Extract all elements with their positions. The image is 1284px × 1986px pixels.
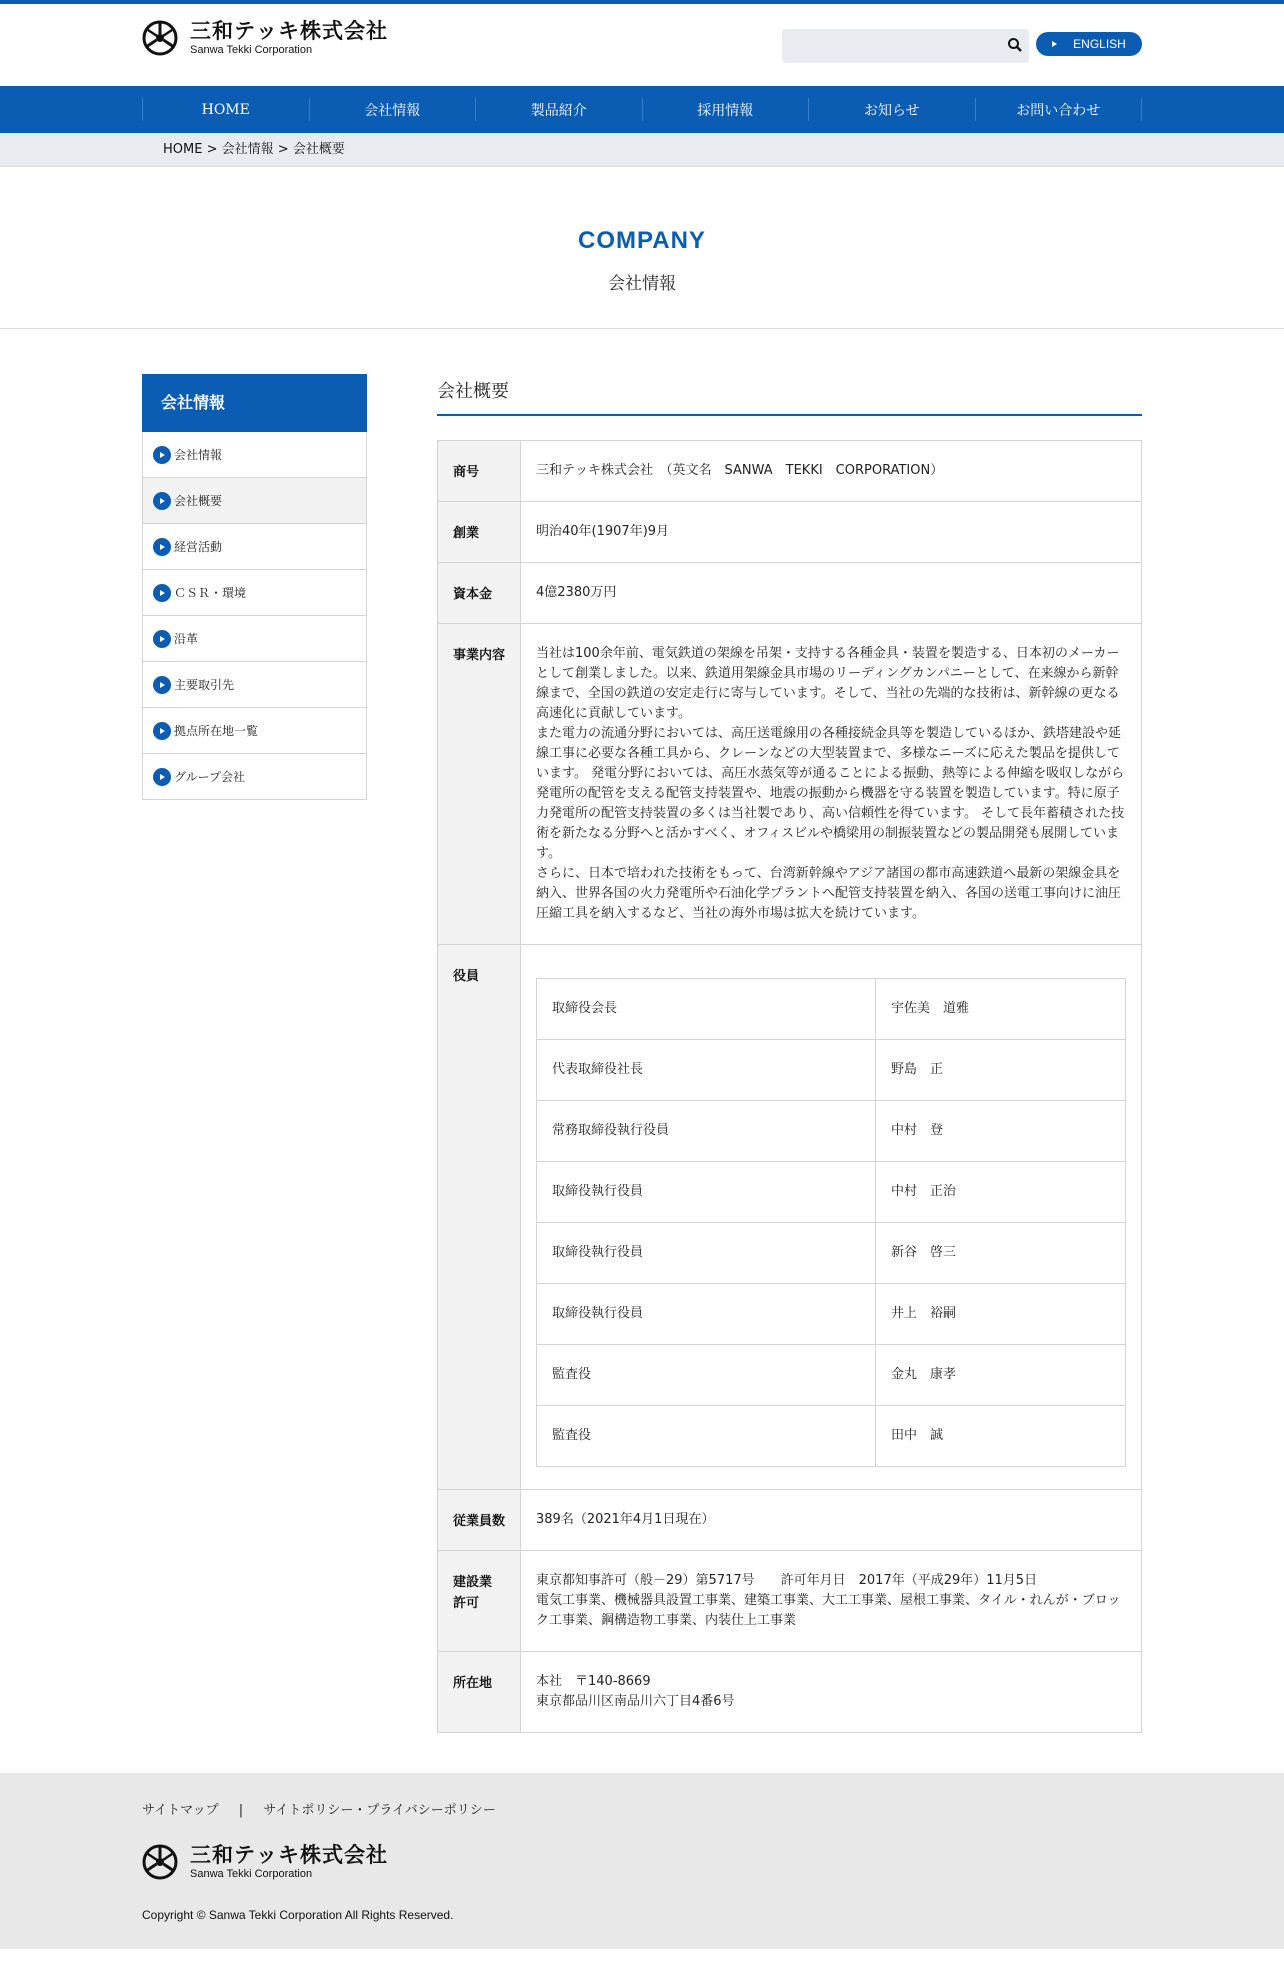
sidebar-item-label: 会社概要 — [174, 494, 223, 508]
nav-home[interactable]: HOME — [142, 98, 309, 121]
company-info-table — [437, 440, 1142, 1733]
sidebar-item-clients[interactable] — [142, 662, 367, 708]
table-row — [438, 563, 1142, 624]
main-content — [0, 329, 1284, 1773]
row-label: 事業内容 — [438, 624, 521, 945]
company-overview — [437, 374, 1142, 1733]
sidebar-item-locations[interactable] — [142, 708, 367, 754]
license-line: 東京都知事許可（般－29）第5717号 許可年月日 2017年（平成29年）11月5日 — [536, 1573, 1038, 1588]
sidebar-heading: 会社情報 — [142, 374, 367, 432]
row-label-line: 建設業 — [453, 1575, 493, 1590]
row-label: 従業員数 — [438, 1490, 521, 1551]
address-line: 本社 〒140-8669 — [536, 1674, 651, 1689]
sidebar-item-label: 拠点所在地一覧 — [174, 724, 259, 738]
arrow-circle-icon — [153, 584, 171, 602]
nav-contact[interactable]: お問い合わせ — [975, 98, 1143, 121]
officer-role: 監査役 — [537, 1406, 876, 1467]
site-header — [0, 4, 1284, 86]
breadcrumb-home[interactable]: HOME — [163, 142, 203, 157]
search-box — [782, 29, 1029, 63]
site-footer — [0, 1773, 1284, 1949]
license-line: 電気工事業、機械器具設置工事業、建築工事業、大工工事業、屋根工事業、タイル・れんが・ブロック工事業、鋼構造物工事業、内装仕上工事業 — [536, 1593, 1121, 1628]
arrow-circle-icon — [153, 446, 171, 464]
officer-row — [537, 979, 1126, 1040]
officer-role: 取締役執行役員 — [537, 1162, 876, 1223]
arrow-circle-icon — [153, 538, 171, 556]
row-value — [521, 1652, 1142, 1733]
arrow-circle-icon — [153, 768, 171, 786]
row-label: 所在地 — [438, 1652, 521, 1733]
logo-english-name: Sanwa Tekki Corporation — [190, 1867, 313, 1880]
sidebar-item-label: 経営活動 — [174, 540, 223, 554]
sidebar-item-group[interactable] — [142, 754, 367, 800]
business-paragraph: さらに、日本で培われた技術をもって、台湾新幹線やアジア諸国の都市高速鉄道へ最新の架線金具を納入、世界各国の火力発電所や石油化学プラントへ配管支持装置を納入、各国の送電工事向けに油圧圧縮工具を納入するなど、当社の海外市場は拡大を続けています。 — [536, 866, 1122, 921]
row-value — [521, 1551, 1142, 1652]
arrow-circle-icon — [153, 722, 171, 740]
footer-link-policy[interactable]: サイトポリシー・プライバシーポリシー — [263, 1803, 496, 1818]
arrow-circle-icon — [153, 630, 171, 648]
address-line: 東京都品川区南品川六丁目4番6号 — [536, 1694, 735, 1709]
officer-row — [537, 1101, 1126, 1162]
sidebar-item-label: 会社情報 — [174, 448, 223, 462]
business-paragraph: また電力の流通分野においては、高圧送電線用の各種接続金具等を製造しているほか、鉄塔建設や延線工事に必要な各種工具から、クレーンなどの大型装置まで、多様なニーズに応えた製品を提供しています。 発電分野においては、高圧水蒸気等が通ることによる振動、熱等による伸縮を吸収しながら発電所の配管を支える配管支持装置や、地震の振動から機器を守る装置を製造しています。特に原子力発電所の配管支持装置の多くは当社製であり、高い信頼性を得ています。 そして長年蓄積された技術を新たなる分野へと活かすべく、オフィスビルや橋梁用の制振装置などの製品開発も展開しています。 — [536, 726, 1125, 861]
page-title-en: COMPANY — [578, 227, 706, 254]
row-label-line: 許可 — [453, 1596, 480, 1611]
row-value — [521, 945, 1142, 1490]
row-value — [521, 624, 1142, 945]
table-row — [438, 945, 1142, 1490]
table-row — [438, 1551, 1142, 1652]
breadcrumb-bar — [0, 133, 1284, 167]
business-paragraph: 当社は100余年前、電気鉄道の架線を吊架・支持する各種金具・装置を製造する、日本初のメーカーとして創業しました。以来、鉄道用架線金具市場のリーディングカンパニーとして、在来線から新幹線まで、全国の鉄道の安定走行に寄与しています。そして、当社の先端的な技術は、新幹線の更なる高速化に貢献しています。 — [536, 646, 1120, 721]
table-row — [438, 441, 1142, 502]
officer-row — [537, 1040, 1126, 1101]
sidebar — [142, 374, 367, 800]
search-input[interactable] — [782, 29, 992, 63]
officer-role: 監査役 — [537, 1345, 876, 1406]
sidebar-item-label: 沿革 — [174, 632, 199, 646]
officer-name: 田中 誠 — [876, 1406, 1126, 1467]
officer-role: 取締役執行役員 — [537, 1223, 876, 1284]
breadcrumb-separator: > — [277, 142, 289, 157]
logo-japanese-name: 三和テッキ株式会社 — [190, 1842, 388, 1867]
breadcrumb-company[interactable]: 会社情報 — [221, 142, 274, 157]
officer-row — [537, 1162, 1126, 1223]
nav-news[interactable]: お知らせ — [808, 98, 975, 121]
sidebar-item-management[interactable] — [142, 524, 367, 570]
officers-table — [536, 978, 1126, 1467]
officer-role: 常務取締役執行役員 — [537, 1101, 876, 1162]
nav-recruit[interactable]: 採用情報 — [642, 98, 809, 121]
page-hero — [0, 167, 1284, 329]
row-value: 4億2380万円 — [521, 563, 1142, 624]
arrow-circle-icon — [153, 492, 171, 510]
company-logo[interactable] — [142, 20, 388, 56]
officer-name: 中村 正治 — [876, 1162, 1126, 1223]
officer-name: 金丸 康孝 — [876, 1345, 1126, 1406]
logo-mark-icon — [142, 20, 178, 56]
row-value: 三和テッキ株式会社 （英文名 SANWA TEKKI CORPORATION） — [521, 441, 1142, 502]
sidebar-item-company-overview[interactable] — [142, 478, 367, 524]
table-row — [438, 502, 1142, 563]
search-icon[interactable] — [1007, 37, 1023, 53]
breadcrumb-current: 会社概要 — [292, 142, 345, 157]
officer-role: 取締役会長 — [537, 979, 876, 1040]
row-label — [438, 1551, 521, 1652]
officer-row — [537, 1223, 1126, 1284]
row-label: 役員 — [438, 945, 521, 1490]
officer-name: 中村 登 — [876, 1101, 1126, 1162]
english-button[interactable] — [1036, 32, 1142, 56]
table-row — [438, 1652, 1142, 1733]
triangle-right-icon — [1052, 41, 1057, 47]
page-title-jp: 会社情報 — [608, 274, 676, 294]
nav-company[interactable]: 会社情報 — [309, 98, 476, 121]
footer-links — [142, 1799, 496, 1818]
section-title: 会社概要 — [437, 374, 1142, 416]
breadcrumb-separator: > — [206, 142, 218, 157]
arrow-circle-icon — [153, 676, 171, 694]
officer-row — [537, 1284, 1126, 1345]
row-label: 商号 — [438, 441, 521, 502]
table-row — [438, 624, 1142, 945]
logo-english-name: Sanwa Tekki Corporation — [190, 43, 313, 56]
footer-logo[interactable] — [142, 1844, 388, 1880]
officer-row — [537, 1406, 1126, 1467]
sidebar-item-label: ＣＳＲ・環境 — [174, 586, 247, 600]
row-label: 資本金 — [438, 563, 521, 624]
breadcrumb — [163, 133, 1284, 167]
sidebar-item-csr[interactable] — [142, 570, 367, 616]
officer-role: 代表取締役社長 — [537, 1040, 876, 1101]
sidebar-item-label: 主要取引先 — [174, 678, 235, 692]
officer-row — [537, 1345, 1126, 1406]
english-label: ENGLISH — [1073, 37, 1126, 51]
footer-link-sitemap[interactable]: サイトマップ — [142, 1803, 219, 1818]
footer-separator: | — [238, 1803, 244, 1818]
row-value: 389名（2021年4月1日現在） — [521, 1490, 1142, 1551]
global-nav — [0, 86, 1284, 133]
row-value: 明治40年(1907年)9月 — [521, 502, 1142, 563]
sidebar-item-label: グループ会社 — [174, 770, 246, 784]
logo-mark-icon — [142, 1844, 178, 1880]
copyright: Copyright © Sanwa Tekki Corporation All Rights Reserved. — [142, 1908, 454, 1922]
officer-role: 取締役執行役員 — [537, 1284, 876, 1345]
sidebar-item-company-info[interactable] — [142, 432, 367, 478]
row-label: 創業 — [438, 502, 521, 563]
officer-name: 宇佐美 道雅 — [876, 979, 1126, 1040]
logo-japanese-name: 三和テッキ株式会社 — [190, 18, 388, 43]
sidebar-item-history[interactable] — [142, 616, 367, 662]
table-row — [438, 1490, 1142, 1551]
nav-products[interactable]: 製品紹介 — [475, 98, 642, 121]
officer-name: 新谷 啓三 — [876, 1223, 1126, 1284]
officer-name: 野島 正 — [876, 1040, 1126, 1101]
officer-name: 井上 裕嗣 — [876, 1284, 1126, 1345]
